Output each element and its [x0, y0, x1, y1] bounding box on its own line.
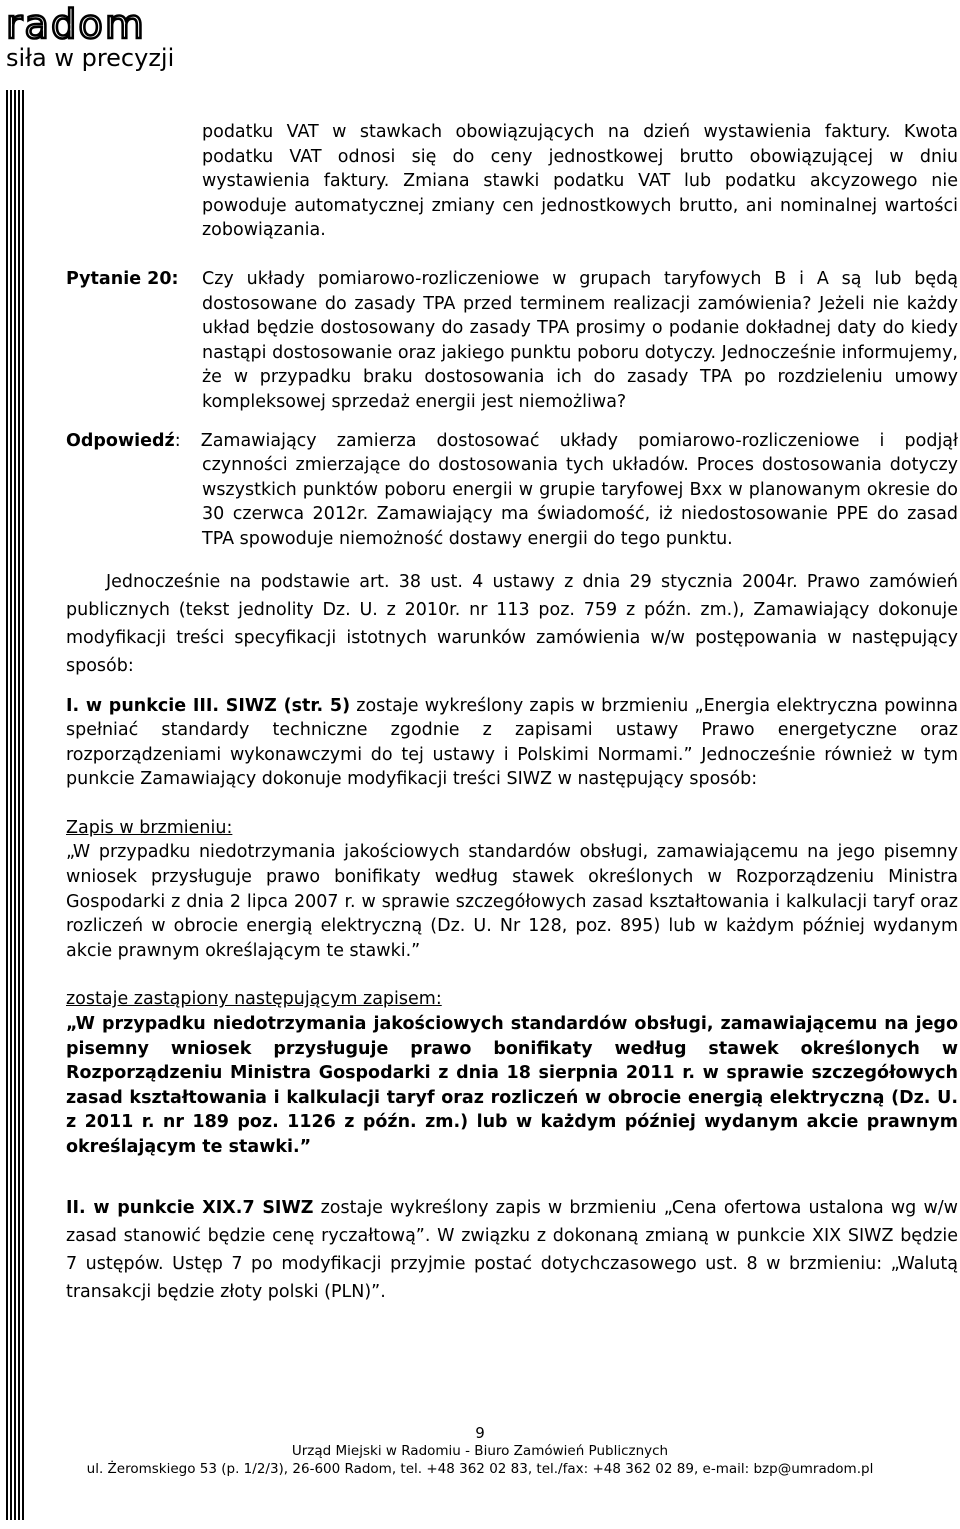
document-body [66, 120, 958, 1306]
answer-first-text: Zamawiający zamierza dostosować układy pomiarowo-rozliczeniowe i podjął [200, 430, 958, 451]
footer-address: ul. Żeromskiego 53 (p. 1/2/3), 26-600 Radom, tel. +48 362 02 83, tel./fax: +48 362 02 89, e-mail: bzp@umradom.pl [86, 1461, 874, 1477]
logo-tagline: siła w precyzji [6, 44, 175, 72]
decorative-stripes [6, 90, 30, 1520]
section-2-text: zostaje wykreślony zapis w brzmieniu „Cena ofertowa ustalona wg w/w zasad stanowić będzie cenę ryczałtową”. W związku z dokonaną zmianą w punkcie XIX SIWZ będzie 7 ustępów. Ustęp 7 po modyfikacji przyjmie postać dotychczasowego ust. 8 w brzmieniu: „Walutą transakcji będzie złoty polski (PLN)”. [66, 1197, 958, 1302]
previous-answer-continuation: podatku VAT w stawkach obowiązujących na dzień wystawienia faktury. Kwota podatku VAT odnosi się do ceny jednostkowej brutto obowiązującej w dniu wystawienia faktury. Zmiana stawki podatku VAT lub podatku akcyzowego nie powoduje automatycznej zmiany cen jednostkowych brutto, ani nominalnej wartości zobowiązania. [202, 122, 958, 241]
question-20 [66, 267, 958, 415]
section-2 [66, 1194, 958, 1306]
new-clause [66, 987, 958, 1159]
logo-word: radom [6, 2, 146, 48]
new-clause-text: „W przypadku niedotrzymania jakościowych standardów obsługi, zamawiającemu na jego pisemny wniosek przysługuje prawo bonifikaty według stawek określonych w Rozporządzeniu Ministra Gospodarki z dnia 18 sierpnia 2011 r. w sprawie szczegółowych zasad kształtowania i kalkulacji taryf oraz rozliczeń w obrocie energią elektryczną (Dz. U. z 2011 r. nr 189 poz. 1126 z późn. zm.) lub w każdym później wydanym akcie prawnym określającym te stawki.” [66, 1014, 958, 1157]
old-clause [66, 816, 958, 964]
answer-20 [66, 429, 958, 552]
new-clause-heading: zostaje zastąpiony następującym zapisem: [66, 989, 442, 1010]
old-clause-heading: Zapis w brzmieniu: [66, 817, 233, 838]
section-1 [66, 694, 958, 792]
section-1-title: I. w punkcie III. SIWZ (str. 5) [66, 695, 351, 716]
footer [0, 1424, 960, 1478]
answer-text: czynności zmierzające do dostosowania tych układów. Proces dostosowania dotyczy wszystkich punktów poboru energii w grupie taryfowej Bxx w planowanym okresie do 30 czerwca 2012r. Zamawiający ma świadomość, iż niedostosowanie PPE do zasad TPA spowoduje niemożność dostawy energii do tego punktu. [202, 455, 958, 549]
question-label: Pytanie 20: [66, 268, 179, 289]
old-clause-text: „W przypadku niedotrzymania jakościowych standardów obsługi, zamawiającemu na jego pisemny wniosek przysługuje prawo bonifikaty według stawek określonych w Rozporządzeniu Ministra Gospodarki z dnia 2 lipca 2007 r. w sprawie szczegółowych zasad kształtowania i kalkulacji taryf oraz rozliczeń w obrocie energią elektryczną (Dz. U. Nr 128, poz. 895) lub w każdym później wydanym akcie prawnym określającym te stawki.” [66, 842, 958, 961]
answer-label: Odpowiedź [66, 430, 175, 451]
answer-first-line: Odpowiedź: Zamawiający zamierza dostosować układy pomiarowo-rozliczeniowe i podjął [66, 430, 958, 451]
question-text: Czy układy pomiarowo-rozliczeniowe w grupach taryfowych B i A są lub będą dostosowane do zasady TPA przed terminem realizacji zamówienia? Jeżeli nie każdy układ będzie dostosowany do zasady TPA prosimy o podanie dokładnej daty do kiedy nastąpi dostosowanie oraz jakiego punktu poboru dotyczy. Jednocześnie informujemy, że w przypadku braku dostosowania ich do zasady TPA po rozdzieleniu umowy kompleksowej sprzedaż energii jest niemożliwa? [202, 268, 958, 412]
section-2-title: II. w punkcie XIX.7 SIWZ [66, 1197, 314, 1218]
page-number: 9 [475, 1424, 485, 1442]
modification-intro: Jednocześnie na podstawie art. 38 ust. 4 ustawy z dnia 29 stycznia 2004r. Prawo zamówień publicznych (tekst jednolity Dz. U. z 2010r. nr 113 poz. 759 z późn. zm.), Zamawiający dokonuje modyfikacji treści specyfikacji istotnych warunków zamówienia w/w postępowania w następujący sposób: [66, 571, 958, 676]
section-1-text: zostaje wykreślony zapis w brzmieniu „Energia elektryczna powinna spełniać standardy techniczne zgodnie z zapisami ustawy Prawo energetyczne oraz rozporządzeniami wykonawczymi do tej ustawy i Polskimi Normami.” Jednocześnie również w tym punkcie Zamawiający dokonuje modyfikacji treści SIWZ w następujący sposób: [66, 695, 958, 790]
footer-office: Urząd Miejski w Radomiu - Biuro Zamówień Publicznych [291, 1443, 669, 1459]
radom-logo [4, 2, 204, 72]
